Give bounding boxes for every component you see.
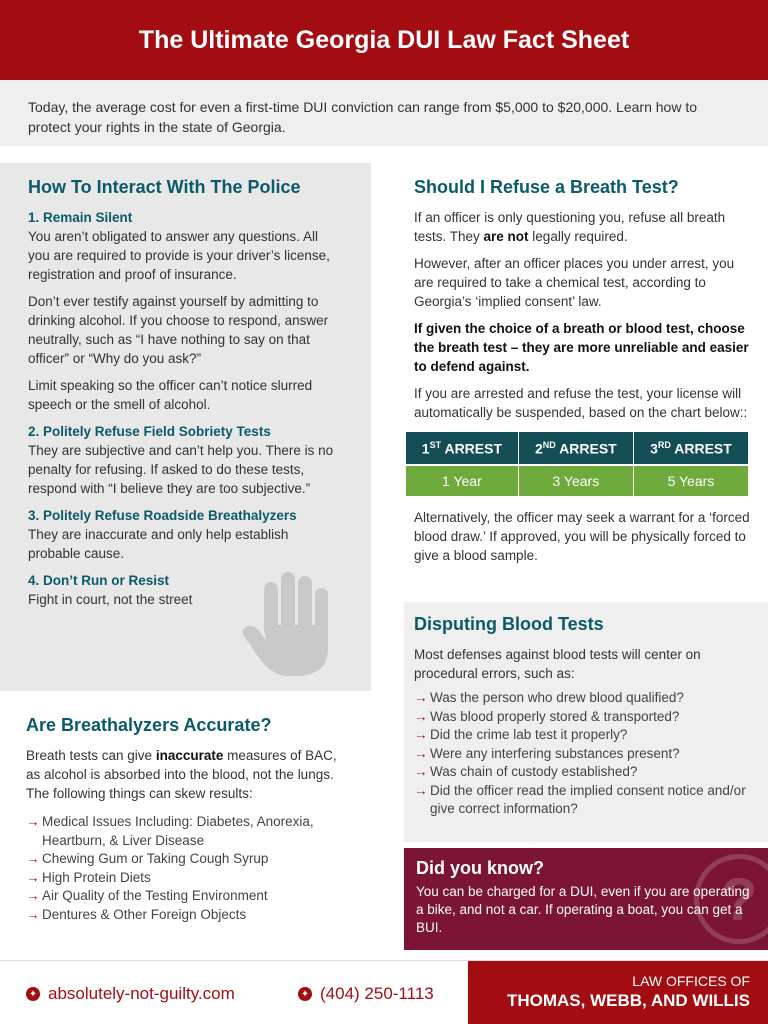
breathalyzer-text: Breath tests can give inaccurate measures of BAC, as alcohol is absorbed into the blood, not the lungs. The following things can skew results: (26, 748, 337, 801)
list-item: → Medical Issues Including: Diabetes, Anorexia, Heartburn, & Liver Disease (26, 813, 345, 850)
arrow-right-icon: → (26, 869, 40, 885)
website-link[interactable]: ✦ absolutely-not-guilty.com (26, 984, 235, 1004)
step-4-text: Fight in court, not the street (28, 592, 193, 607)
refuse-text-4: If you are arrested and refuse the test, your license will automatically be suspended, based on the chart below:: (414, 386, 748, 420)
list-item: → Did the crime lab test it properly? (414, 726, 758, 745)
arrow-right-icon: → (414, 745, 428, 761)
list-item: → Was chain of custody established? (414, 763, 758, 782)
step-3-title: 3. Politely Refuse Roadside Breathalyzers (28, 508, 297, 523)
blood-title: Disputing Blood Tests (414, 614, 604, 634)
refuse-text-1: If an officer is only questioning you, refuse all breath tests. They are not legally required. (414, 210, 726, 244)
firm-label: LAW OFFICES OF (632, 973, 750, 989)
arrow-right-icon: → (26, 851, 40, 866)
table-header: 2ND ARREST (518, 432, 633, 465)
page-footer (0, 960, 768, 1024)
hand-icon (240, 570, 336, 680)
question-icon: ? (694, 854, 768, 944)
refuse-text-5: Alternatively, the officer may seek a warrant for a ‘forced blood draw.’ If approved, you will be physically forced to give a blood sample. (414, 510, 750, 563)
star-icon: ✦ (298, 987, 312, 1001)
intro-banner (0, 80, 768, 146)
page-title: The Ultimate Georgia DUI Law Fact Sheet (138, 25, 630, 54)
arrow-right-icon: → (414, 782, 428, 798)
firm-name: THOMAS, WEBB, AND WILLIS (506, 991, 750, 1010)
list-item: → Were any interfering substances present? (414, 745, 758, 764)
did-you-know-text: You can be charged for a DUI, even if you are operating a bike, and not a car. If operating a boat, you can get a BUI. (416, 884, 750, 935)
arrow-right-icon: → (414, 708, 428, 724)
table-cell: 1 Year (406, 465, 518, 496)
list-item: → Air Quality of the Testing Environment (26, 887, 345, 906)
breathalyzer-list (26, 813, 345, 924)
police-title: How To Interact With The Police (28, 177, 301, 197)
step-1-text-2: Don’t ever testify against yourself by admitting to drinking alcohol. If you choose to respond, answer neutrally, such as “I have nothing to say on that officer” or “Why do you ask?” (28, 294, 329, 366)
firm-badge (468, 961, 768, 1024)
did-you-know-box (404, 848, 768, 950)
list-item: → Was the person who drew blood qualified? (414, 689, 758, 708)
table-cell: 5 Years (633, 465, 748, 496)
arrow-right-icon: → (414, 690, 428, 705)
arrow-right-icon: → (26, 888, 40, 903)
intro-text: Today, the average cost for even a first-time DUI conviction can range from $5,000 to $20,000. Learn how to protect your rights in the state of Georgia. (28, 99, 697, 135)
step-2-text: They are subjective and can’t help you. There is no penalty for refusing. If asked to do these tests, respond with “I believe they are too subjective.” (28, 443, 334, 496)
star-icon: ✦ (26, 987, 40, 1001)
list-item: → Dentures & Other Foreign Objects (26, 906, 345, 925)
refuse-section (404, 163, 768, 573)
blood-list (414, 689, 758, 819)
table-header: 1ST ARREST (406, 432, 518, 465)
step-1-text-3: Limit speaking so the officer can’t notice slurred speech or the smell of alcohol. (28, 378, 313, 412)
breathalyzer-title: Are Breathalyzers Accurate? (26, 715, 272, 735)
did-you-know-title: Did you know? (416, 858, 544, 878)
step-1-title: 1. Remain Silent (28, 210, 133, 225)
arrow-right-icon: → (26, 814, 40, 829)
blood-section (404, 602, 768, 842)
arrow-right-icon: → (26, 906, 40, 922)
step-3-text: They are inaccurate and only help establish probable cause. (28, 527, 289, 561)
list-item: → High Protein Diets (26, 869, 345, 888)
breathalyzer-section (0, 705, 371, 955)
table-cell: 3 Years (518, 465, 633, 496)
suspension-table (406, 432, 749, 496)
list-item: → Chewing Gum or Taking Cough Syrup (26, 850, 345, 869)
arrow-right-icon: → (414, 727, 428, 742)
blood-text: Most defenses against blood tests will center on procedural errors, such as: (414, 647, 701, 681)
arrow-right-icon: → (414, 764, 428, 779)
step-4-title: 4. Don’t Run or Resist (28, 573, 170, 588)
phone-link[interactable]: ✦ (404) 250-1113 (298, 984, 434, 1004)
step-2-title: 2. Politely Refuse Field Sobriety Tests (28, 424, 271, 439)
refuse-title: Should I Refuse a Breath Test? (414, 177, 679, 197)
table-header: 3RD ARREST (633, 432, 748, 465)
step-1-text: You aren’t obligated to answer any questions. All you are required to provide is your driver’s license, registration and proof of insurance. (28, 229, 330, 282)
page-header (0, 0, 768, 80)
refuse-text-3: If given the choice of a breath or blood test, choose the breath test – they are more unreliable and easier to defend against. (414, 321, 749, 374)
refuse-text-2: However, after an officer places you under arrest, you are required to take a chemical test, according to Georgia’s ‘implied consent’ law. (414, 256, 735, 309)
list-item: → Did the officer read the implied consent notice and/or give correct information? (414, 782, 758, 819)
list-item: → Was blood properly stored & transported? (414, 708, 758, 727)
